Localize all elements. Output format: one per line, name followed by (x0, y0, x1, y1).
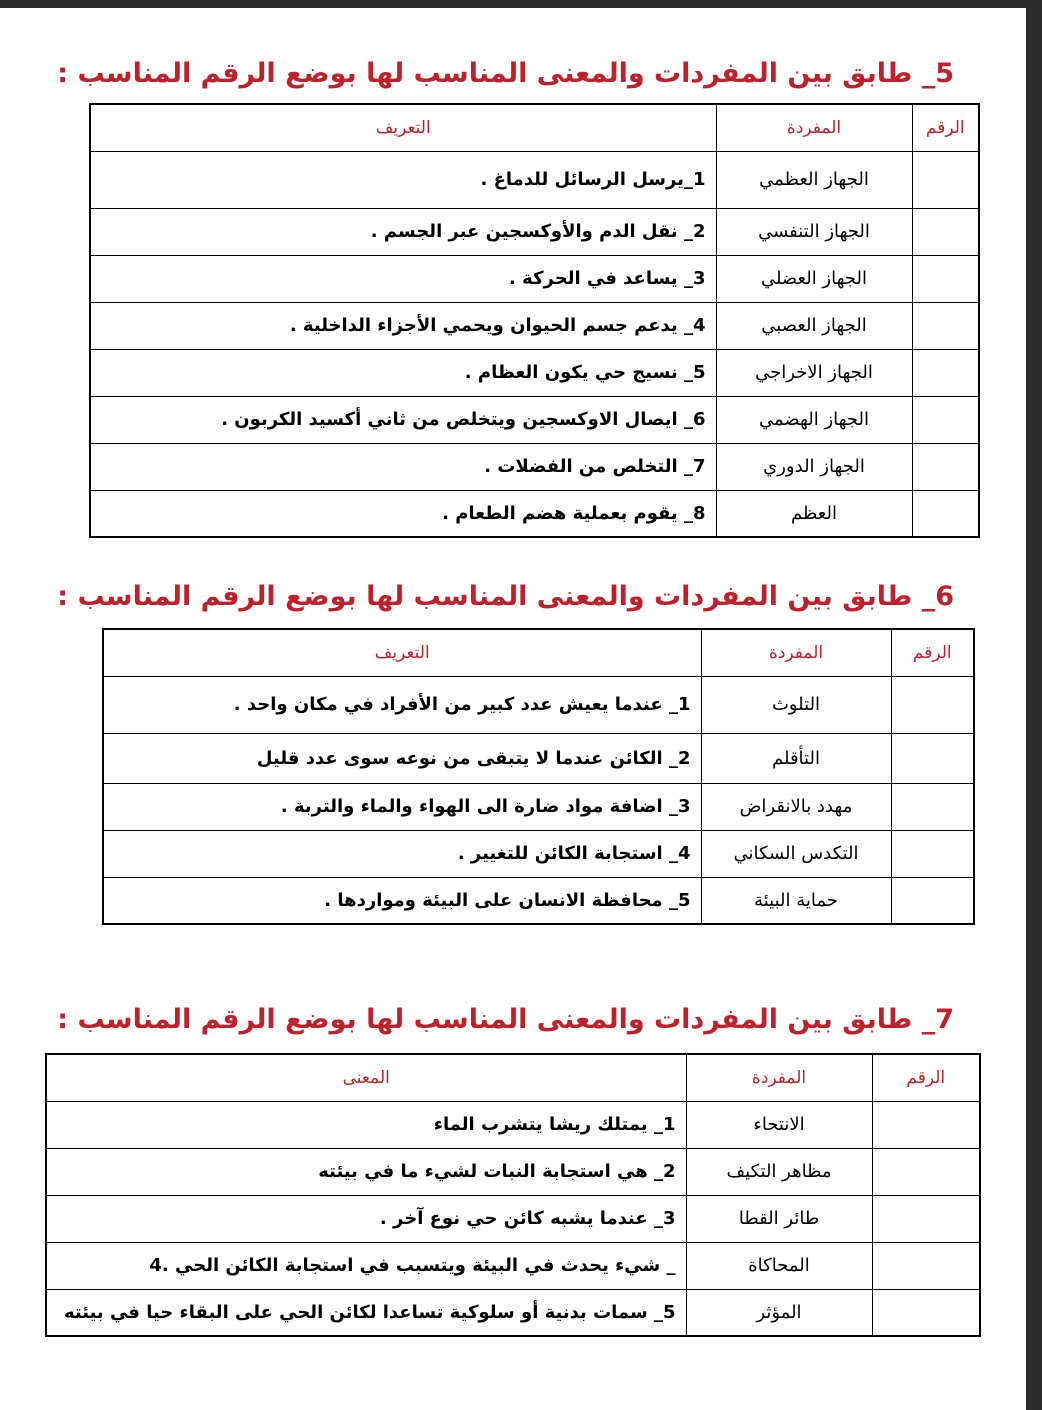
table-row (46, 1242, 980, 1289)
term-cell: التلوث (701, 676, 891, 733)
definition-cell: 5_ محافظة الانسان على البيئة ومواردها . (103, 877, 701, 924)
header-number: الرقم (912, 104, 979, 151)
section-6-title: 6_ طابق بين المفردات والمعنى المناسب لها بوضع الرقم المناسب : (57, 581, 954, 612)
section-7-table (45, 1053, 981, 1337)
definition-cell: 6_ ايصال الاوكسجين ويتخلص من ثاني أكسيد الكربون . (90, 396, 716, 443)
table-row (103, 783, 974, 830)
answer-cell[interactable] (872, 1289, 980, 1336)
definition-cell: 7_ التخلص من الفضلات . (90, 443, 716, 490)
header-definition: التعريف (90, 104, 716, 151)
answer-cell[interactable] (912, 302, 979, 349)
table-header-row (90, 104, 979, 151)
answer-cell[interactable] (912, 396, 979, 443)
term-cell: الجهاز الدوري (716, 443, 912, 490)
term-cell: المؤثر (686, 1289, 872, 1336)
term-cell: الجهاز التنفسي (716, 208, 912, 255)
answer-cell[interactable] (872, 1195, 980, 1242)
table-row (46, 1148, 980, 1195)
window-top-bar (0, 0, 1042, 8)
section-6-table (102, 628, 975, 925)
answer-cell[interactable] (891, 733, 974, 783)
definition-cell: 3_ عندما يشبه كائن حي نوع آخر . (46, 1195, 686, 1242)
table-row (90, 255, 979, 302)
table-row (90, 396, 979, 443)
header-number: الرقم (891, 629, 974, 676)
term-cell: الجهاز العضلي (716, 255, 912, 302)
definition-cell: 3_ اضافة مواد ضارة الى الهواء والماء والتربة . (103, 783, 701, 830)
term-cell: مهدد بالانقراض (701, 783, 891, 830)
definition-cell: 2_ نقل الدم والأوكسجين عبر الجسم . (90, 208, 716, 255)
table-row (103, 877, 974, 924)
table-row (46, 1195, 980, 1242)
term-cell: مظاهر التكيف (686, 1148, 872, 1195)
definition-cell: 4_ استجابة الكائن للتغيير . (103, 830, 701, 877)
definition-cell: 4_ يدعم جسم الحيوان ويحمي الأجزاء الداخلية . (90, 302, 716, 349)
answer-cell[interactable] (912, 349, 979, 396)
answer-cell[interactable] (872, 1242, 980, 1289)
answer-cell[interactable] (912, 443, 979, 490)
table-row (46, 1289, 980, 1336)
section-5-table (89, 103, 980, 538)
header-term: المفردة (716, 104, 912, 151)
table-row (46, 1101, 980, 1148)
window-right-bar (1026, 0, 1042, 1410)
answer-cell[interactable] (891, 830, 974, 877)
definition-cell: 2_ هي استجابة النبات لشيء ما في بيئته (46, 1148, 686, 1195)
term-cell: الجهاز العصبي (716, 302, 912, 349)
definition-cell: 8_ يقوم بعملية هضم الطعام . (90, 490, 716, 537)
section-5-title: 5_ طابق بين المفردات والمعنى المناسب لها بوضع الرقم المناسب : (57, 58, 954, 89)
header-term: المفردة (701, 629, 891, 676)
table-row (103, 733, 974, 783)
definition-cell: _ شيء يحدث في البيئة ويتسبب في استجابة الكائن الحي .4 (46, 1242, 686, 1289)
term-cell: طائر القطا (686, 1195, 872, 1242)
definition-cell: 2_ الكائن عندما لا يتبقى من نوعه سوى عدد قليل (103, 733, 701, 783)
header-definition: المعنى (46, 1054, 686, 1101)
answer-cell[interactable] (872, 1101, 980, 1148)
table-header-row (103, 629, 974, 676)
answer-cell[interactable] (912, 490, 979, 537)
table-row (90, 490, 979, 537)
definition-cell: 5_ سمات بدنية أو سلوكية تساعدا لكائن الحي على البقاء حيا في بيئته (46, 1289, 686, 1336)
table-row (103, 830, 974, 877)
definition-cell: 1_يرسل الرسائل للدماغ . (90, 151, 716, 208)
term-cell: التأقلم (701, 733, 891, 783)
term-cell: الجهاز الاخراجي (716, 349, 912, 396)
definition-cell: 3_ يساعد في الحركة . (90, 255, 716, 302)
section-7-title: 7_ طابق بين المفردات والمعنى المناسب لها بوضع الرقم المناسب : (57, 1004, 954, 1035)
answer-cell[interactable] (872, 1148, 980, 1195)
answer-cell[interactable] (912, 208, 979, 255)
term-cell: الجهاز الهضمي (716, 396, 912, 443)
term-cell: التكدس السكاني (701, 830, 891, 877)
header-number: الرقم (872, 1054, 980, 1101)
table-row (103, 676, 974, 733)
table-row (90, 443, 979, 490)
header-definition: التعريف (103, 629, 701, 676)
definition-cell: 1_ يمتلك ريشا يتشرب الماء (46, 1101, 686, 1148)
table-row (90, 151, 979, 208)
answer-cell[interactable] (912, 255, 979, 302)
definition-cell: 5_ نسيج حي يكون العظام . (90, 349, 716, 396)
term-cell: المحاكاة (686, 1242, 872, 1289)
table-header-row (46, 1054, 980, 1101)
term-cell: العظم (716, 490, 912, 537)
answer-cell[interactable] (891, 877, 974, 924)
term-cell: الجهاز العظمي (716, 151, 912, 208)
answer-cell[interactable] (891, 676, 974, 733)
table-row (90, 302, 979, 349)
definition-cell: 1_ عندما يعيش عدد كبير من الأفراد في مكان واحد . (103, 676, 701, 733)
term-cell: الانتحاء (686, 1101, 872, 1148)
table-row (90, 349, 979, 396)
answer-cell[interactable] (891, 783, 974, 830)
table-row (90, 208, 979, 255)
term-cell: حماية البيئة (701, 877, 891, 924)
header-term: المفردة (686, 1054, 872, 1101)
answer-cell[interactable] (912, 151, 979, 208)
